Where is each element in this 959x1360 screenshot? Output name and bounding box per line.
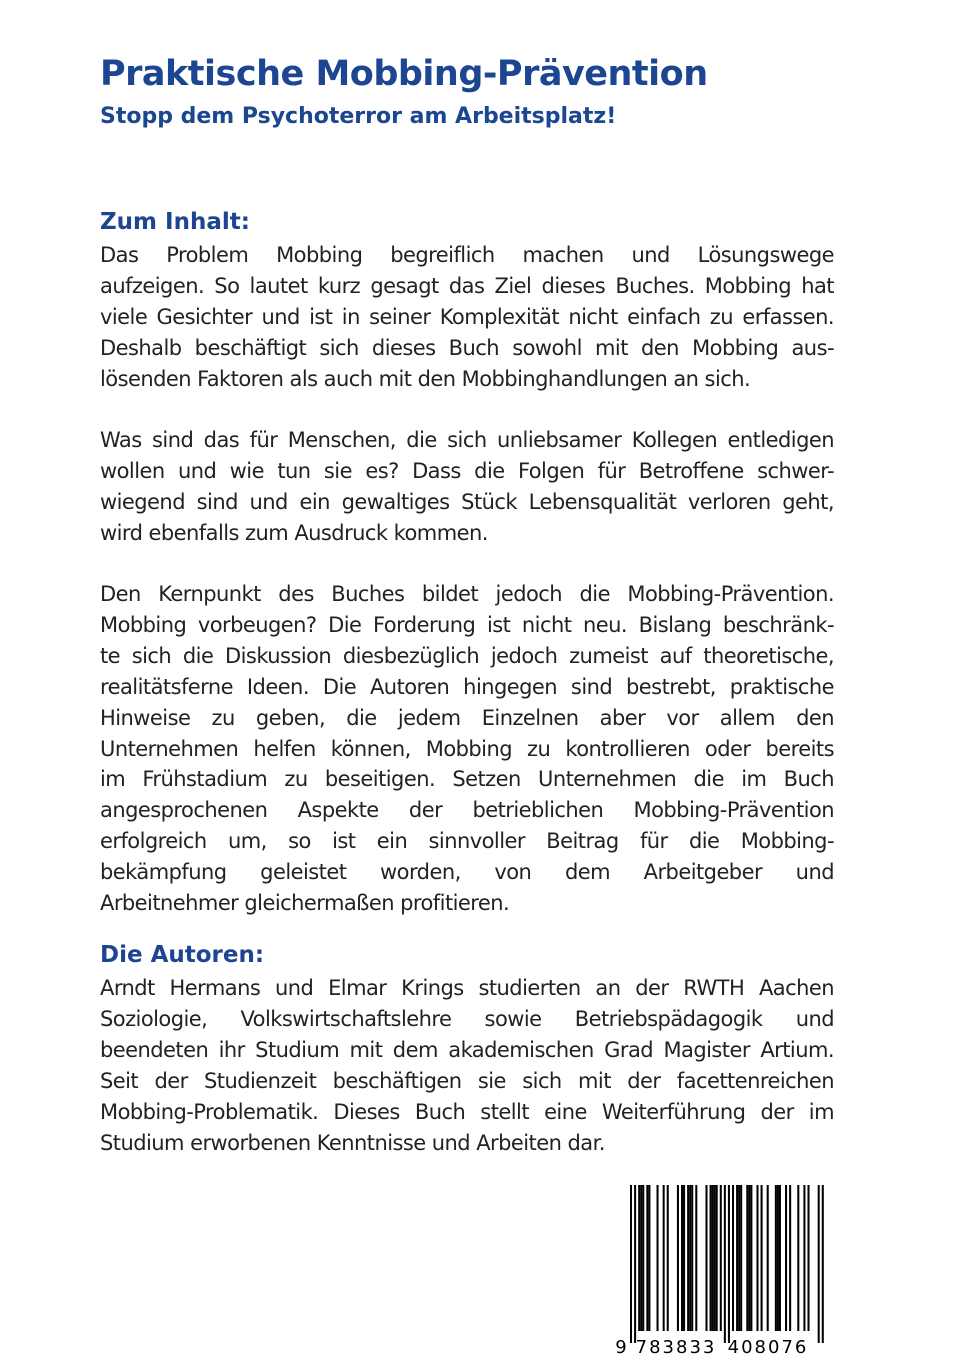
authors-paragraph [100, 973, 834, 1158]
barcode-bar [807, 1185, 809, 1331]
barcode-bar [756, 1185, 758, 1331]
barcode-bar [648, 1185, 650, 1331]
text-line: bekämpfung geleistet worden, von dem Arbeitgeber und [100, 860, 834, 885]
barcode-guard-bar [818, 1185, 820, 1343]
text-line: aufzeigen. So lautet kurz gesagt das Ziel dieses Buches. Mobbing hat [100, 273, 834, 298]
barcode-bar [761, 1185, 763, 1331]
text-line: Soziologie, Volkswirtschaftslehre sowie Betriebspädagogik und [100, 1006, 834, 1031]
barcode-bar [746, 1185, 748, 1331]
text-line: beendeten ihr Studium mit dem akademischen Grad Magister Artium. [100, 1037, 834, 1062]
barcode-bar [716, 1185, 718, 1331]
barcode-guard-bar [724, 1185, 726, 1343]
barcode-bar [667, 1185, 669, 1331]
text-line: angesprochenen Aspekte der betrieblichen Mobbing-Prävention [100, 798, 834, 823]
barcode-bar [789, 1185, 791, 1331]
barcode-bar [657, 1185, 659, 1331]
content-paragraph-3 [100, 579, 834, 919]
barcode-bar [803, 1185, 805, 1331]
barcode-bar [689, 1185, 691, 1331]
barcode-bar [681, 1185, 683, 1331]
content-heading: Zum Inhalt: [100, 209, 250, 235]
text-line: Mobbing-Problematik. Dieses Buch stellt eine Weiterführung der im [100, 1099, 834, 1124]
barcode-bar [777, 1185, 779, 1331]
barcode-bar [797, 1185, 799, 1331]
barcode-first-digit: 9 [615, 1337, 627, 1358]
text-line: Das Problem Mobbing begreiflich machen und Lösungswege [100, 243, 834, 267]
text-line: viele Gesichter und ist in seiner Komplexität nicht einfach zu erfassen. [100, 304, 834, 329]
barcode-bar [736, 1185, 738, 1331]
barcode-bar [710, 1185, 712, 1331]
barcode-bar [712, 1185, 714, 1331]
barcode-bar [646, 1185, 648, 1331]
barcode-right-digits: 408076 [727, 1337, 809, 1358]
text-line: wiegend sind und ein gewaltiges Stück Lebensqualität verloren geht, [100, 489, 834, 514]
text-line: wollen und wie tun sie es? Dass die Folgen für Betroffene schwer- [100, 458, 834, 483]
barcode-bar [695, 1185, 697, 1331]
text-line: Was sind das für Menschen, die sich unliebsamer Kollegen entledigen [100, 428, 834, 452]
barcode-bar [638, 1185, 640, 1331]
text-line: erfolgreich um, so ist ein sinnvoller Beitrag für die Mobbing- [100, 829, 834, 854]
barcode-bar [642, 1185, 644, 1331]
content-paragraph-1 [100, 240, 834, 395]
text-line: Seit der Studienzeit beschäftigen sie sich mit der facettenreichen [100, 1068, 834, 1093]
barcode-bar [732, 1185, 734, 1331]
text-line: Den Kernpunkt des Buches bildet jedoch die Mobbing-Prävention. [100, 582, 834, 606]
barcode-bar [779, 1185, 781, 1331]
barcode-left-digits: 783833 [635, 1337, 717, 1358]
barcode-bar [748, 1185, 750, 1331]
isbn-barcode [612, 1183, 824, 1358]
book-title: Praktische Mobbing-Prävention [100, 54, 708, 94]
barcode-bar [714, 1185, 716, 1331]
text-line: Arbeitnehmer gleichermaßen profitieren. [100, 891, 510, 916]
book-subtitle: Stopp dem Psychoterror am Arbeitsplatz! [100, 104, 617, 129]
barcode-guard-bar [822, 1185, 824, 1343]
barcode-bar [720, 1185, 722, 1331]
text-line: Unternehmen helfen können, Mobbing zu kontrollieren oder bereits [100, 736, 834, 761]
text-line: realitätsferne Ideen. Die Autoren hingegen sind bestrebt, praktische [100, 674, 834, 699]
text-line: Deshalb beschäftigt sich dieses Buch sowohl mit den Mobbing aus- [100, 335, 834, 360]
barcode-guard-bar [728, 1185, 730, 1343]
barcode-bar [691, 1185, 693, 1331]
text-line: im Frühstadium zu beseitigen. Setzen Unternehmen die im Buch [100, 767, 834, 792]
text-line: te sich die Diskussion diesbezüglich jedoch zumeist auf theoretische, [100, 643, 834, 668]
barcode-bar [767, 1185, 769, 1331]
barcode-bar [640, 1185, 642, 1331]
barcode-bar [663, 1185, 665, 1331]
text-line: Studium erworbenen Kenntnisse und Arbeiten dar. [100, 1130, 605, 1155]
barcode-bar [677, 1185, 679, 1331]
text-line: lösenden Faktoren als auch mit den Mobbinghandlungen an sich. [100, 366, 751, 391]
barcode-bar [705, 1185, 707, 1331]
barcode-bar [775, 1185, 777, 1331]
authors-heading: Die Autoren: [100, 942, 265, 968]
barcode-bar [683, 1185, 685, 1331]
barcode-guard-bar [630, 1185, 632, 1343]
barcode-bar [738, 1185, 740, 1331]
barcode-bar [750, 1185, 752, 1331]
text-line: wird ebenfalls zum Ausdruck kommen. [100, 520, 488, 545]
text-line: Hinweise zu geben, die jedem Einzelnen aber vor allem den [100, 705, 834, 730]
barcode-bar [687, 1185, 689, 1331]
barcode-bar [785, 1185, 787, 1331]
text-line: Mobbing vorbeugen? Die Forderung ist nicht neu. Bislang beschränk- [100, 612, 834, 637]
content-paragraph-2 [100, 425, 834, 549]
text-line: Arndt Hermans und Elmar Krings studierten an der RWTH Aachen [100, 976, 834, 1000]
barcode-bar [740, 1185, 742, 1331]
barcode-guard-bar [634, 1185, 636, 1343]
